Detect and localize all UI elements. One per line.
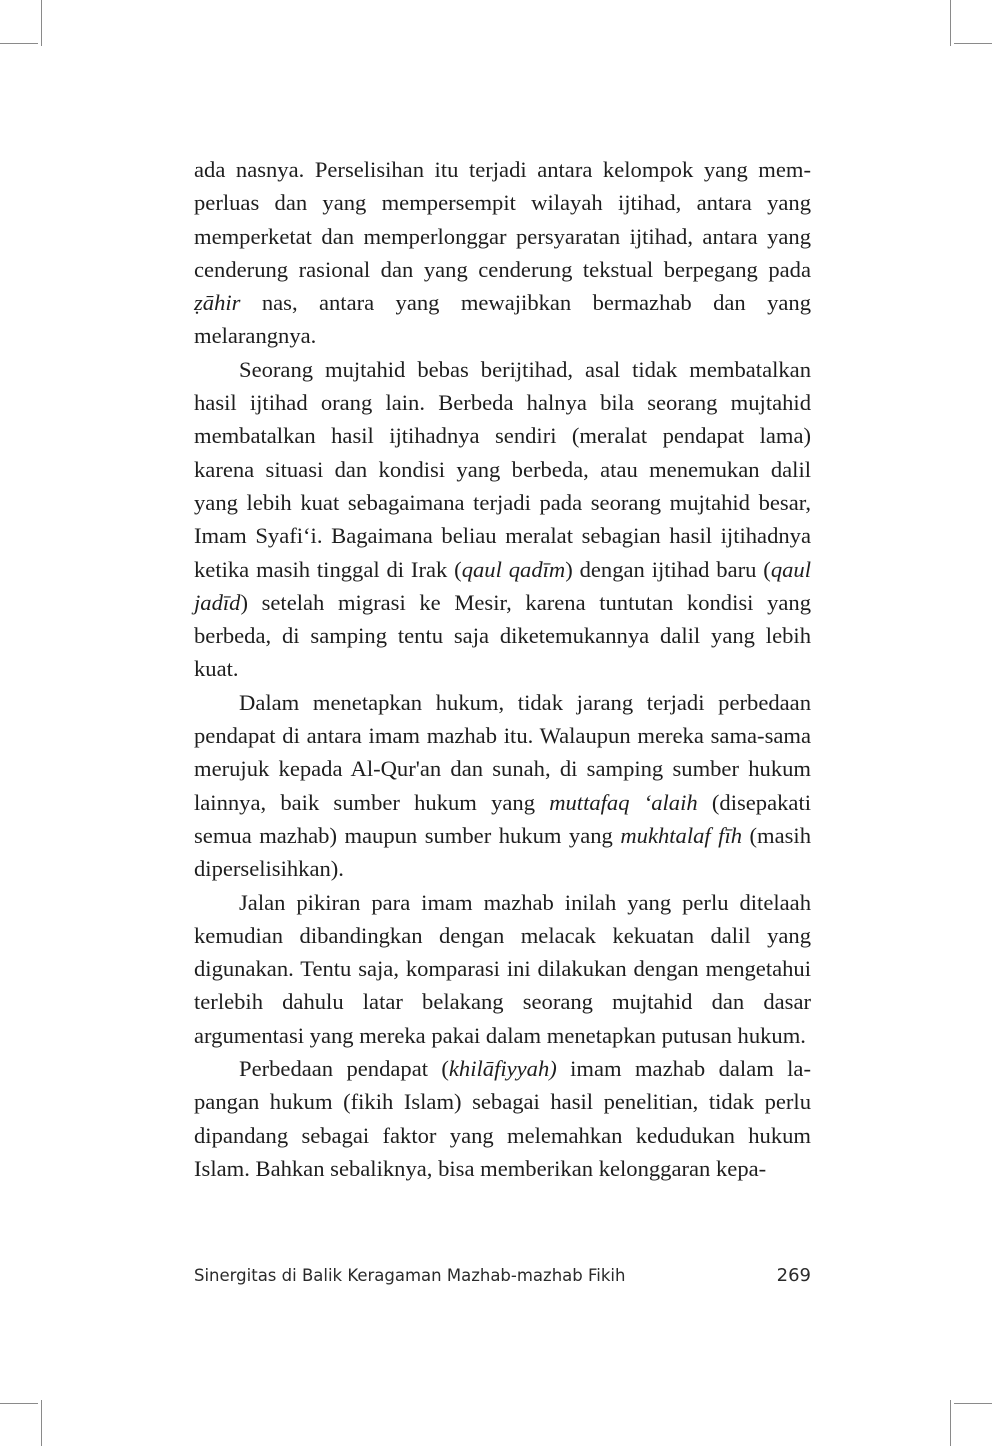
text-run: (masih diperselisihkan). — [194, 822, 811, 882]
text-run: imam mazhab dalam lapangan hukum (fikih Islam) sebagai hasil penelitian, tidak perlu dipandang sebagai faktor yang melemahkan kedudukan hukum Islam. Bahkan sebaliknya, bisa memberikan kelonggaran kepa- — [194, 1056, 811, 1181]
text-run: Jalan pikiran para imam mazhab inilah yang perlu ditelaah kemudian dibandingkan dengan melacak kekuatan dalil yang digunakan. Tentu saja, komparasi ini dilakukan dengan mengetahui terlebih dahulu latar belakang seorang mujtahid dan dasar argumentasi yang mereka pakai dalam menetapkan putusan hukum. — [194, 889, 811, 1048]
crop-mark-top-left-vertical — [41, 0, 42, 46]
body-text — [194, 153, 811, 1185]
italic-term: qaul qadīm — [461, 556, 566, 582]
crop-mark-top-right-vertical — [950, 0, 951, 46]
italic-term: qaul jadīd — [194, 556, 811, 615]
page-number: 269 — [776, 1265, 811, 1286]
crop-mark-bottom-left-horizontal — [0, 1403, 38, 1404]
crop-mark-top-left-horizontal — [0, 43, 38, 44]
italic-term: mukhtalaf fīh — [620, 822, 743, 848]
text-run: Dalam menetapkan hukum, tidak jarang terjadi perbedaan pendapat di antara imam mazhab itu. Walaupun mereka sama-sama merujuk kepada Al-Qur'an dan sunah, di samping sumber hukum lainnya, baik sumber hukum yang — [194, 689, 811, 815]
crop-mark-bottom-right-vertical — [950, 1400, 951, 1446]
text-run: Perbedaan pendapat ( — [239, 1056, 449, 1082]
text-run: nas, antara yang mewajibkan bermazhab dan yang melarangnya. — [194, 290, 811, 349]
italic-term: muttafaq ‘alaih — [549, 789, 698, 815]
text-run: ) dengan ijtihad baru ( — [565, 556, 771, 582]
italic-term: ẓāhir — [194, 290, 241, 316]
text-run: ada nasnya. Perselisihan itu terjadi antara kelompok yang memperluas dan yang mempersempit wilayah ijtihad, antara yang memperketat dan memperlonggar persyaratan ijtihad, antara yang cenderung rasional dan yang cenderung tekstual berpegang pada — [194, 157, 811, 282]
running-title: Sinergitas di Balik Keragaman Mazhab-mazhab Fikih — [194, 1266, 626, 1285]
italic-term: khilāfiyyah) — [448, 1056, 557, 1082]
page-footer — [194, 1266, 811, 1292]
text-run: Seorang mujtahid bebas berijtihad, asal tidak membatalkan hasil ijtihad orang lain. Berbeda halnya bila seorang mujtahid membatalkan hasil ijtihadnya sendiri (meralat pendapat lama) karena situasi dan kondisi yang berbeda, atau menemukan dalil yang lebih kuat sebagaimana terjadi pada seorang mujtahid besar, Imam Syafi‘i. Bagaimana beliau meralat sebagian hasil ijtihadnya ketika masih tinggal di Irak ( — [194, 356, 811, 582]
paragraph — [194, 1052, 811, 1185]
text-run: (disepakati semua mazhab) maupun sumber hukum yang — [194, 789, 811, 848]
crop-mark-bottom-right-horizontal — [954, 1403, 992, 1404]
crop-mark-bottom-left-vertical — [41, 1400, 42, 1446]
paragraph — [194, 353, 811, 686]
paragraph — [194, 686, 811, 886]
paragraph — [194, 886, 811, 1052]
text-run: ) setelah migrasi ke Mesir, karena tuntutan kondisi yang berbeda, di samping tentu saja diketemukannya dalil yang lebih kuat. — [194, 589, 811, 682]
paragraph — [194, 153, 811, 353]
crop-mark-top-right-horizontal — [954, 43, 992, 44]
